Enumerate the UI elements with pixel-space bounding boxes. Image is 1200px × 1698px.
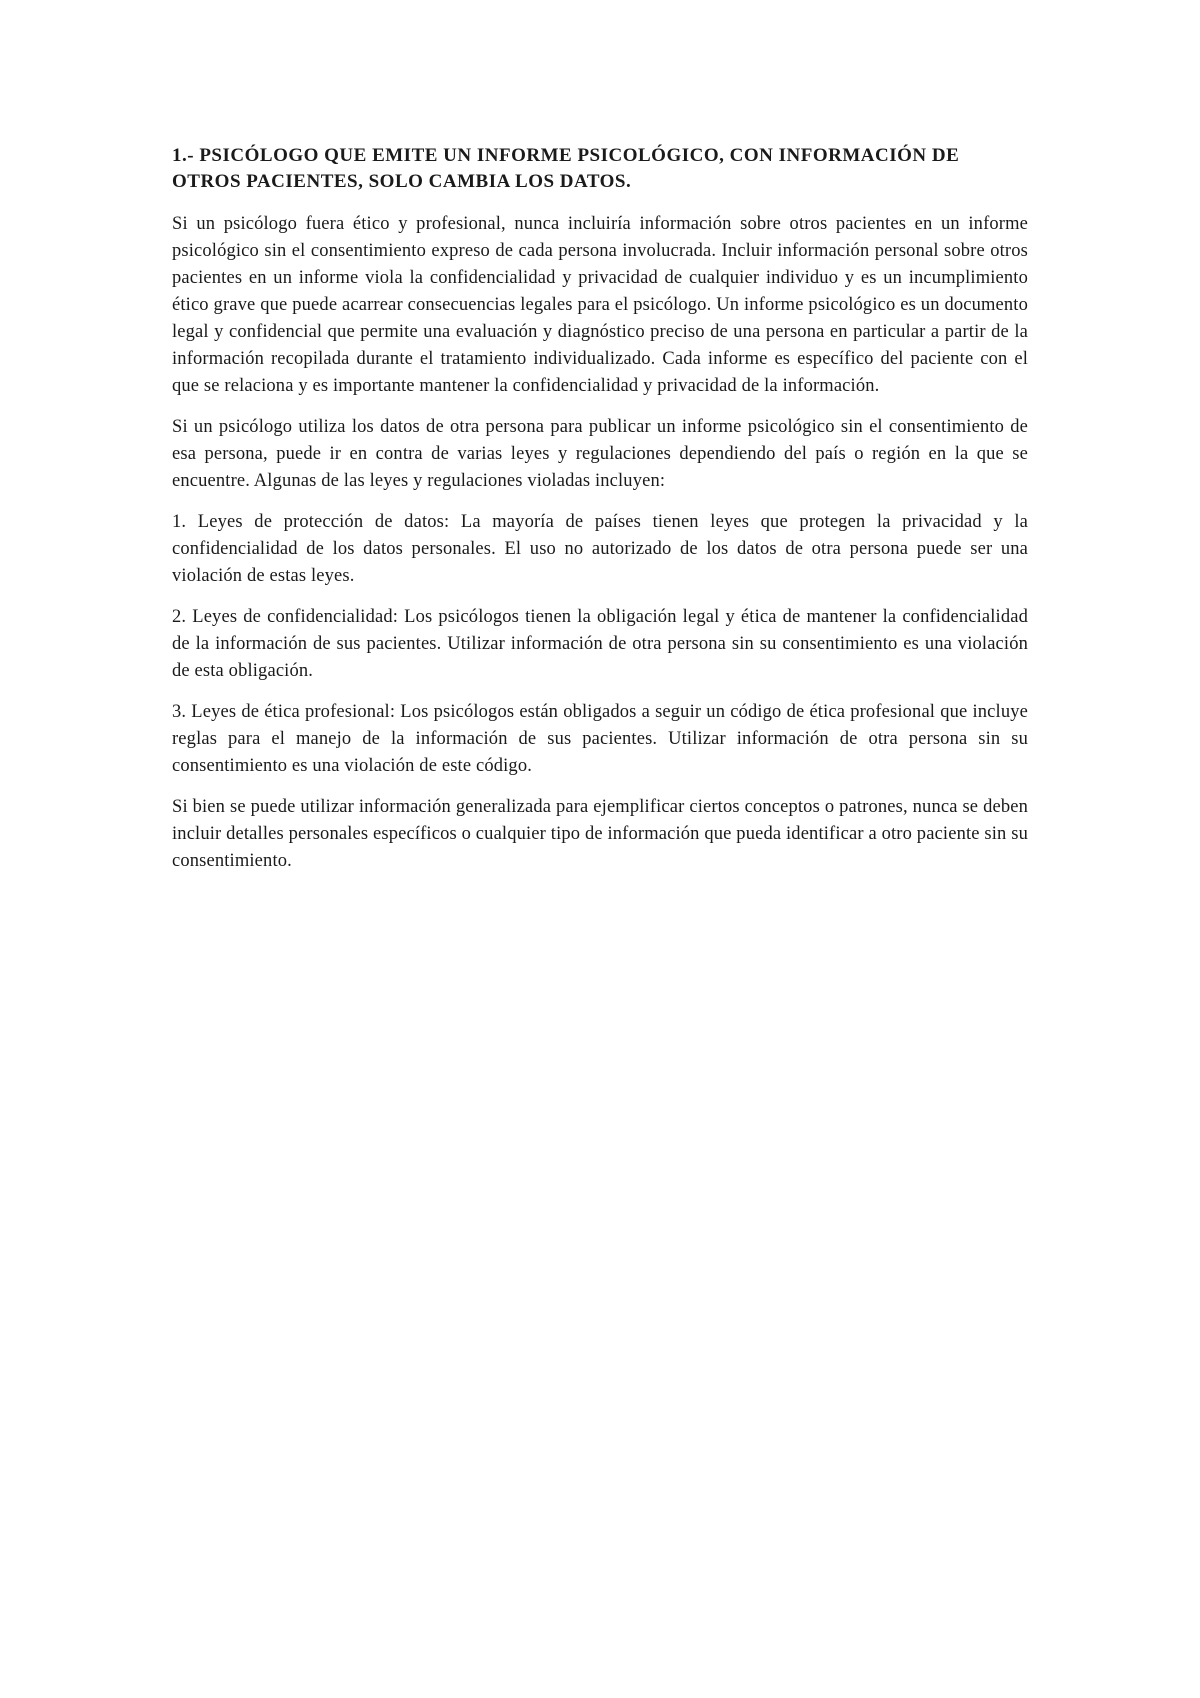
document-body <box>172 143 1028 889</box>
paragraph-conclusion: Si bien se puede utilizar información generalizada para ejemplificar ciertos conceptos o patrones, nunca se deben incluir detalles personales específicos o cualquier tipo de información que pueda identificar a otro paciente sin su consentimiento. <box>172 797 1028 871</box>
list-item-data-protection: 1. Leyes de protección de datos: La mayoría de países tienen leyes que protegen la privacidad y la confidencialidad de los datos personales. El uso no autorizado de los datos de otra persona puede ser una violación de estas leyes. <box>172 512 1028 586</box>
list-item-professional-ethics: 3. Leyes de ética profesional: Los psicólogos están obligados a seguir un código de ética profesional que incluye reglas para el manejo de la información de sus pacientes. Utilizar información de otra persona sin su consentimiento es una violación de este código. <box>172 702 1028 776</box>
list-item-confidentiality: 2. Leyes de confidencialidad: Los psicólogos tienen la obligación legal y ética de mantener la confidencialidad de la información de sus pacientes. Utilizar información de otra persona sin su consentimiento es una violación de esta obligación. <box>172 607 1028 681</box>
paragraph-intro: Si un psicólogo fuera ético y profesional, nunca incluiría información sobre otros pacientes en un informe psicológico sin el consentimiento expreso de cada persona involucrada. Incluir información personal sobre otros pacientes en un informe viola la confidencialidad y privacidad de cualquier individuo y es un incumplimiento ético grave que puede acarrear consecuencias legales para el psicólogo. Un informe psicológico es un documento legal y confidencial que permite una evaluación y diagnóstico preciso de una persona en particular a partir de la información recopilada durante el tratamiento individualizado. Cada informe es específico del paciente con el que se relaciona y es importante mantener la confidencialidad y privacidad de la información. <box>172 214 1028 396</box>
paragraph-laws-intro: Si un psicólogo utiliza los datos de otra persona para publicar un informe psicológico sin el consentimiento de esa persona, puede ir en contra de varias leyes y regulaciones dependiendo del país o región en la que se encuentre. Algunas de las leyes y regulaciones violadas incluyen: <box>172 417 1028 491</box>
document-heading: 1.- PSICÓLOGO QUE EMITE UN INFORME PSICOLÓGICO, CON INFORMACIÓN DE OTROS PACIENTES, SOLO CAMBIA LOS DATOS. <box>172 145 960 192</box>
